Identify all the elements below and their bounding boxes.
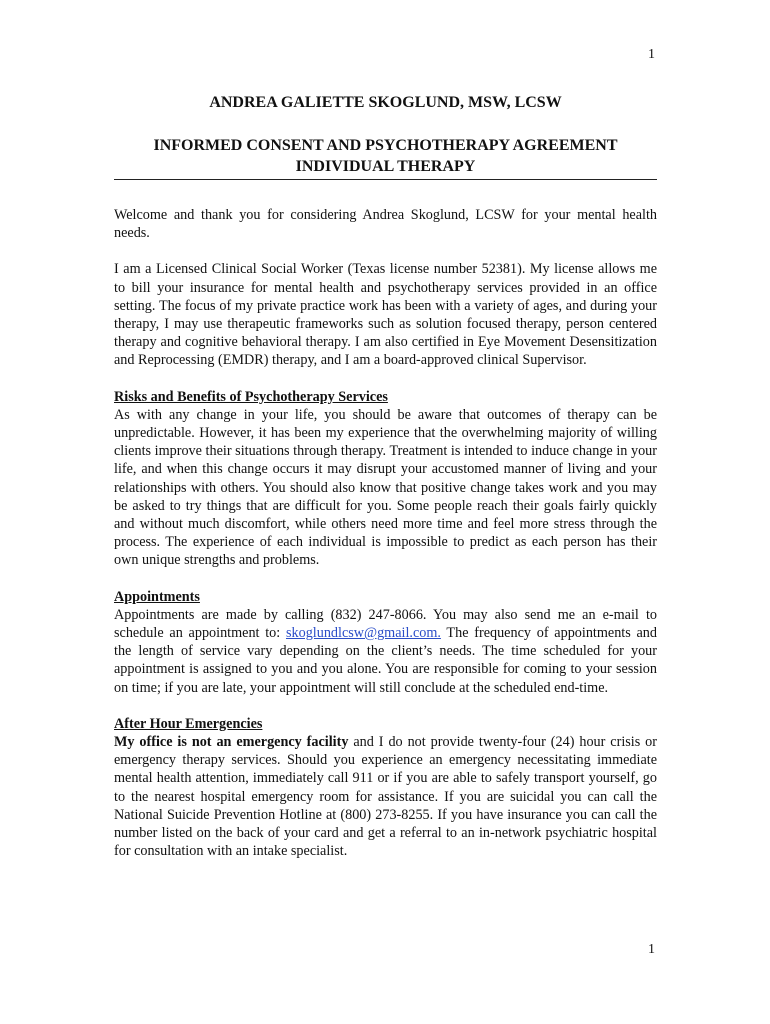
appointments-body	[114, 606, 657, 697]
page-number-top: 1	[648, 47, 655, 62]
title-divider	[114, 179, 657, 180]
page-number-bottom: 1	[648, 942, 655, 957]
emergencies-section	[114, 715, 657, 861]
risks-heading: Risks and Benefits of Psychotherapy Services	[114, 388, 388, 405]
appointments-text-after: The frequency of appointments and the length of service vary depending on the client’s needs. The time scheduled for your appointment is assigned to you and you alone. You are responsible for coming to your session on time; if you are late, your appointment will still conclude at the scheduled end-time.	[114, 625, 657, 696]
document-body	[114, 93, 657, 861]
provider-name: ANDREA GALIETTE SKOGLUND, MSW, LCSW	[209, 94, 562, 111]
emergencies-bold-lead: My office is not an emergency facility	[114, 734, 349, 751]
document-title	[114, 135, 657, 177]
appointments-section	[114, 588, 657, 697]
intro-paragraph: Welcome and thank you for considering Andrea Skoglund, LCSW for your mental health needs.	[114, 207, 657, 242]
appointments-text-before: Appointments are made by calling (832) 247-8066. You may also send me an e-mail to schedule an appointment to:	[114, 606, 657, 642]
document-title-line2: INDIVIDUAL THERAPY	[295, 158, 476, 175]
risks-section	[114, 388, 657, 570]
emergencies-body	[114, 733, 657, 860]
emergencies-heading: After Hour Emergencies	[114, 715, 263, 732]
risks-body: As with any change in your life, you should be aware that outcomes of therapy can be unpredictable. However, it has been my experience that the overwhelming majority of willing clients improve their situations through therapy. Treatment is intended to induce change in your life, and when this change occurs it may disrupt your accustomed manner of living and your relationships with others. You should also know that positive change takes work and you may be asked to try things that are difficult for you. Some people reach their goals fairly quickly and without much discomfort, while others need more time and feel more stress through the process. The experience of each individual is impossible to predict as each person has their own unique strengths and problems.	[114, 406, 657, 569]
email-link[interactable]: skoglundlcsw@gmail.com.	[285, 625, 441, 642]
about-paragraph: I am a Licensed Clinical Social Worker (Texas license number 52381). My license allows me to bill your insurance for mental health and psychotherapy services provided in an office setting. The focus of my private practice work has been with a variety of ages, and during your therapy, I may use therapeutic frameworks such as solution focused therapy, person centered therapy and cognitive behavioral therapy. I am also certified in Eye Movement Desensitization and Reprocessing (EMDR) therapy, and I am a board-approved clinical Supervisor.	[114, 261, 657, 369]
appointments-heading: Appointments	[114, 588, 200, 605]
emergencies-text: and I do not provide twenty-four (24) hour crisis or emergency therapy services. Should you experience an emergency necessitating immediate mental health attention, immediately call 911 or if you are able to safely transport yourself, go to the nearest hospital emergency room for assistance. If you are suicidal you can call the National Suicide Prevention Hotline at (800) 273-8255. If you have insurance you can call the number listed on the back of your card and get a referral to an in-network psychiatric hospital for consultation with an intake specialist.	[114, 734, 657, 860]
document-title-line1: INFORMED CONSENT AND PSYCHOTHERAPY AGREEMENT	[153, 137, 618, 154]
